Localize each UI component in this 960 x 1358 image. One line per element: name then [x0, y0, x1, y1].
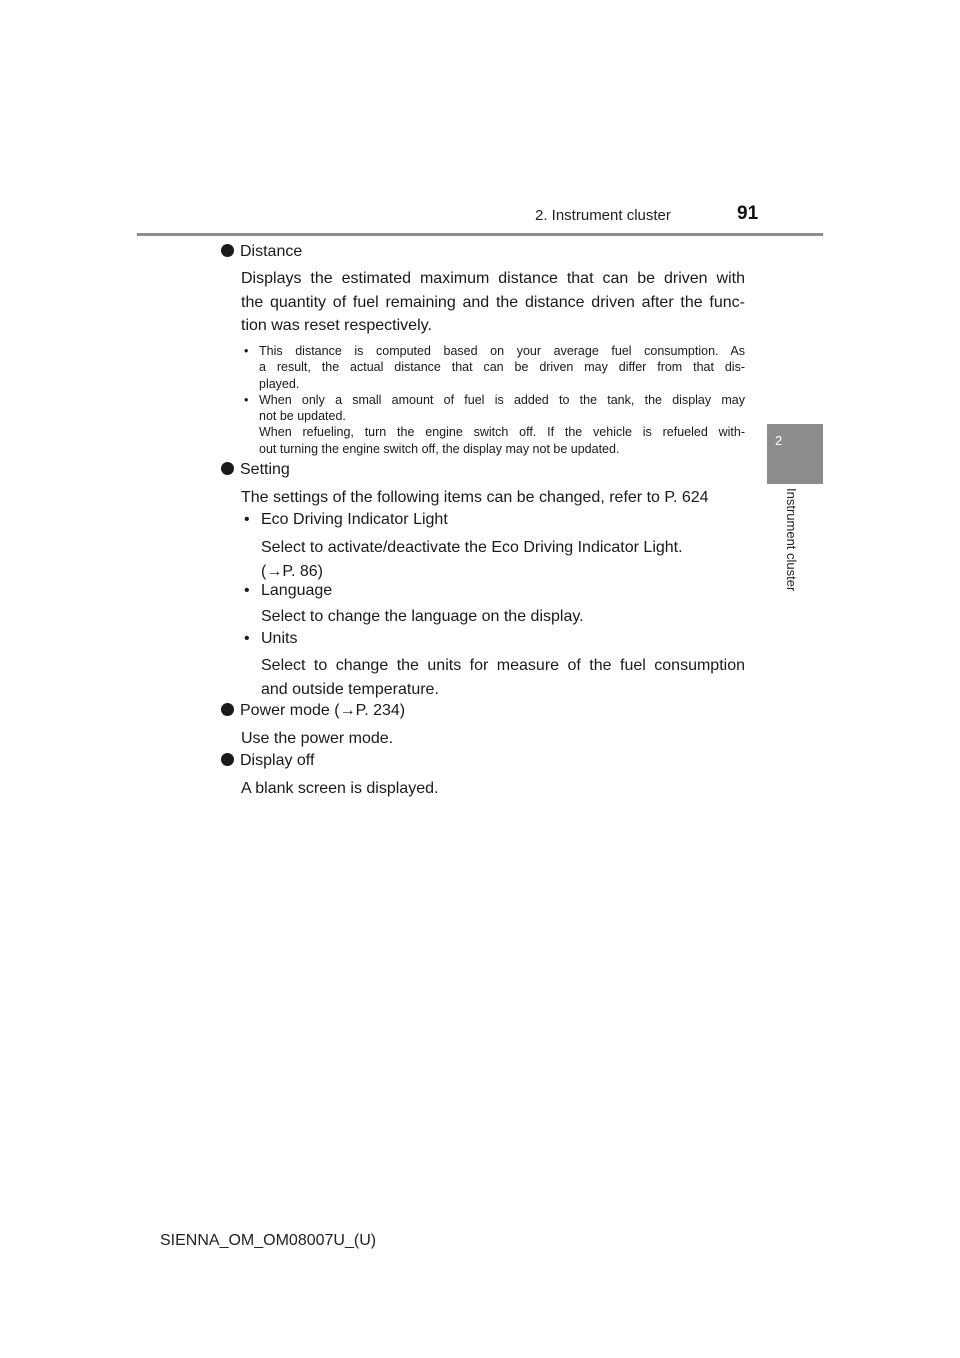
- bullet-dot-icon: [221, 462, 234, 475]
- setting-intro: The settings of the following items can be changed, refer to P. 624: [241, 489, 709, 506]
- note-line: This distance is computed based on your average fuel consumption. As: [259, 344, 745, 358]
- setting-item-name: Eco Driving Indicator Light: [261, 511, 448, 528]
- note-bullet-icon: •: [244, 392, 249, 407]
- note-bullet-icon: •: [244, 344, 249, 358]
- power-mode-title: Power mode (→P. 234): [240, 702, 406, 719]
- sub-bullet-icon: •: [244, 582, 250, 599]
- power-mode-heading: [221, 700, 405, 722]
- note-item: [241, 392, 745, 457]
- note-line: out turning the engine switch off, the display may not be updated.: [259, 441, 620, 456]
- note-item: [241, 343, 745, 392]
- setting-title: Setting: [240, 461, 290, 478]
- note-line: not be updated.: [259, 409, 346, 424]
- text-line: and outside temperature.: [261, 680, 439, 698]
- bullet-dot-icon: [221, 703, 234, 716]
- header-divider: [137, 233, 823, 236]
- distance-heading: [221, 241, 302, 263]
- distance-notes: [241, 343, 745, 457]
- setting-item-name: Language: [261, 582, 333, 599]
- setting-item-eco-driving: [244, 509, 448, 531]
- chapter-tab-label: Instrument cluster: [784, 488, 799, 592]
- display-off-description: A blank screen is displayed.: [241, 780, 439, 797]
- document-code: SIENNA_OM_OM08007U_(U): [160, 1232, 377, 1249]
- note-line: When only a small amount of fuel is added to the tank, the display may: [259, 392, 745, 407]
- setting-item-units: [244, 628, 297, 650]
- note-line: When refueling, turn the engine switch off. If the vehicle is refueled with-: [259, 425, 745, 440]
- setting-item-name: Units: [261, 630, 298, 647]
- bullet-dot-icon: [221, 753, 234, 766]
- power-mode-description: Use the power mode.: [241, 730, 394, 747]
- bullet-dot-icon: [221, 244, 234, 257]
- setting-item-language: [244, 580, 332, 602]
- setting-heading: [221, 459, 290, 481]
- distance-title: Distance: [240, 243, 303, 260]
- text-line: tion was reset respectively.: [241, 317, 432, 334]
- text-line: (→P. 86): [261, 562, 323, 580]
- note-line: played.: [259, 376, 300, 391]
- page-number: 91: [737, 203, 759, 224]
- note-line: a result, the actual distance that can be driven may differ from that dis-: [259, 360, 745, 375]
- setting-item-eco-driving-desc: [261, 536, 745, 583]
- running-header-section: 2. Instrument cluster: [535, 207, 671, 224]
- text-line: Displays the estimated maximum distance that can be driven with: [241, 270, 745, 287]
- sub-bullet-icon: •: [244, 511, 250, 528]
- text-line: the quantity of fuel remaining and the distance driven after the func-: [241, 293, 745, 311]
- distance-description: [241, 267, 745, 338]
- text-line: Select to activate/deactivate the Eco Driving Indicator Light.: [261, 539, 683, 556]
- text-line: Select to change the language on the display.: [261, 608, 584, 625]
- display-off-heading: [221, 750, 314, 772]
- sub-bullet-icon: •: [244, 630, 250, 647]
- text-line: Select to change the units for measure of the fuel consumption: [261, 657, 745, 674]
- display-off-title: Display off: [240, 752, 315, 769]
- setting-item-units-desc: [261, 654, 745, 701]
- chapter-tab-number: 2: [775, 433, 783, 448]
- setting-item-language-desc: [261, 605, 745, 629]
